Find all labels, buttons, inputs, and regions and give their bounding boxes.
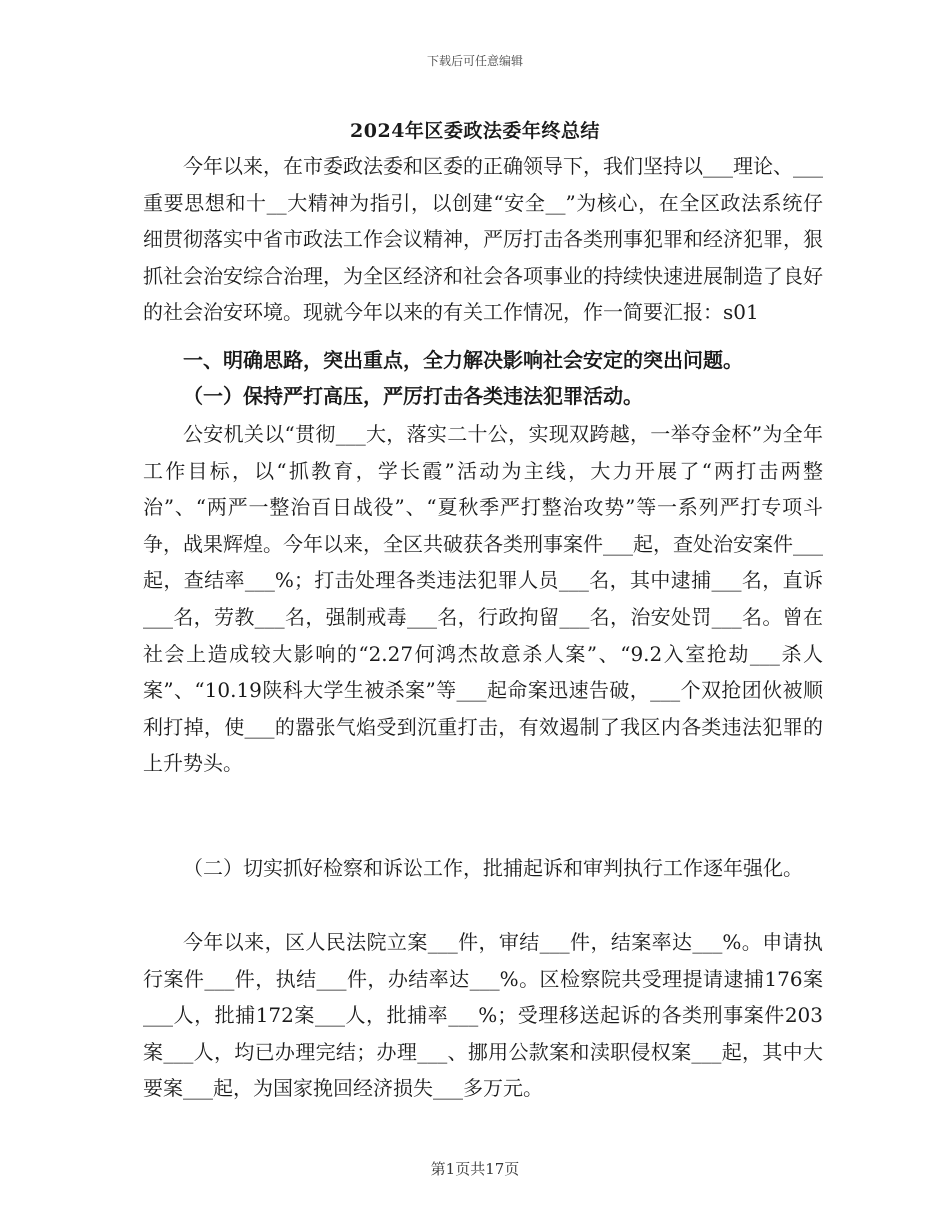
- subsection-heading-1: （一）保持严打高压，严厉打击各类违法犯罪活动。: [183, 384, 643, 408]
- section-heading-1: 一、明确思路，突出重点，全力解决影响社会安定的突出问题。: [183, 348, 743, 372]
- page-number-footer: 第1页共17页: [430, 1160, 520, 1178]
- court-work-paragraph: 今年以来，区人民法院立案___件，审结___件，结案率达___%。申请执行案件___件，执结___件，办结率达___%。区检察院共受理提请逮捕176案___人，批捕172案___人，批捕率___%；受理移送起诉的各类刑事案件203案___人，均已办理完结；办理___、挪用公款案和渎职侵权案___起，其中大要案___起，为国家挽回经济损失___多万元。: [143, 930, 823, 1101]
- page-header-note: 下载后可任意编辑: [426, 54, 523, 68]
- subsection-heading-2: （二）切实抓好检察和诉讼工作，批捕起诉和审判执行工作逐年强化。: [183, 856, 803, 880]
- intro-paragraph: 今年以来，在市委政法委和区委的正确领导下，我们坚持以___理论、___重要思想和十__大精神为指引，以创建“安全__”为核心，在全区政法系统仔细贯彻落实中省市政法工作会议精神，严厉打击各类刑事犯罪和经济犯罪，狠抓社会治安综合治理，为全区经济和社会各项事业的持续快速进展制造了良好的社会治安环境。现就今年以来的有关工作情况，作一简要汇报：s01: [143, 154, 823, 325]
- police-work-paragraph: 公安机关以“贯彻___大，落实二十公，实现双跨越，一举夺金杯”为全年工作目标，以“抓教育，学长霞”活动为主线，大力开展了“两打击两整治”、“两严一整治百日战役”、“夏秋季严打整治攻势”等一系列严打专项斗争，战果辉煌。今年以来，全区共破获各类刑事案件___起，查处治安案件___起，查结率___%；打击处理各类违法犯罪人员___名，其中逮捕___名，直诉___名，劳教___名，强制戒毒___名，行政拘留___名，治安处罚___名。曾在社会上造成较大影响的“2.27何鸿杰故意杀人案”、“9.2入室抢劫___杀人案”、“10.19陕科大学生被杀案”等___起命案迅速告破，___个双抢团伙被顺利打掉，使___的嚣张气焰受到沉重打击，有效遏制了我区内各类违法犯罪的上升势头。: [143, 422, 823, 776]
- document-title: 2024年区委政法委年终总结: [350, 120, 600, 142]
